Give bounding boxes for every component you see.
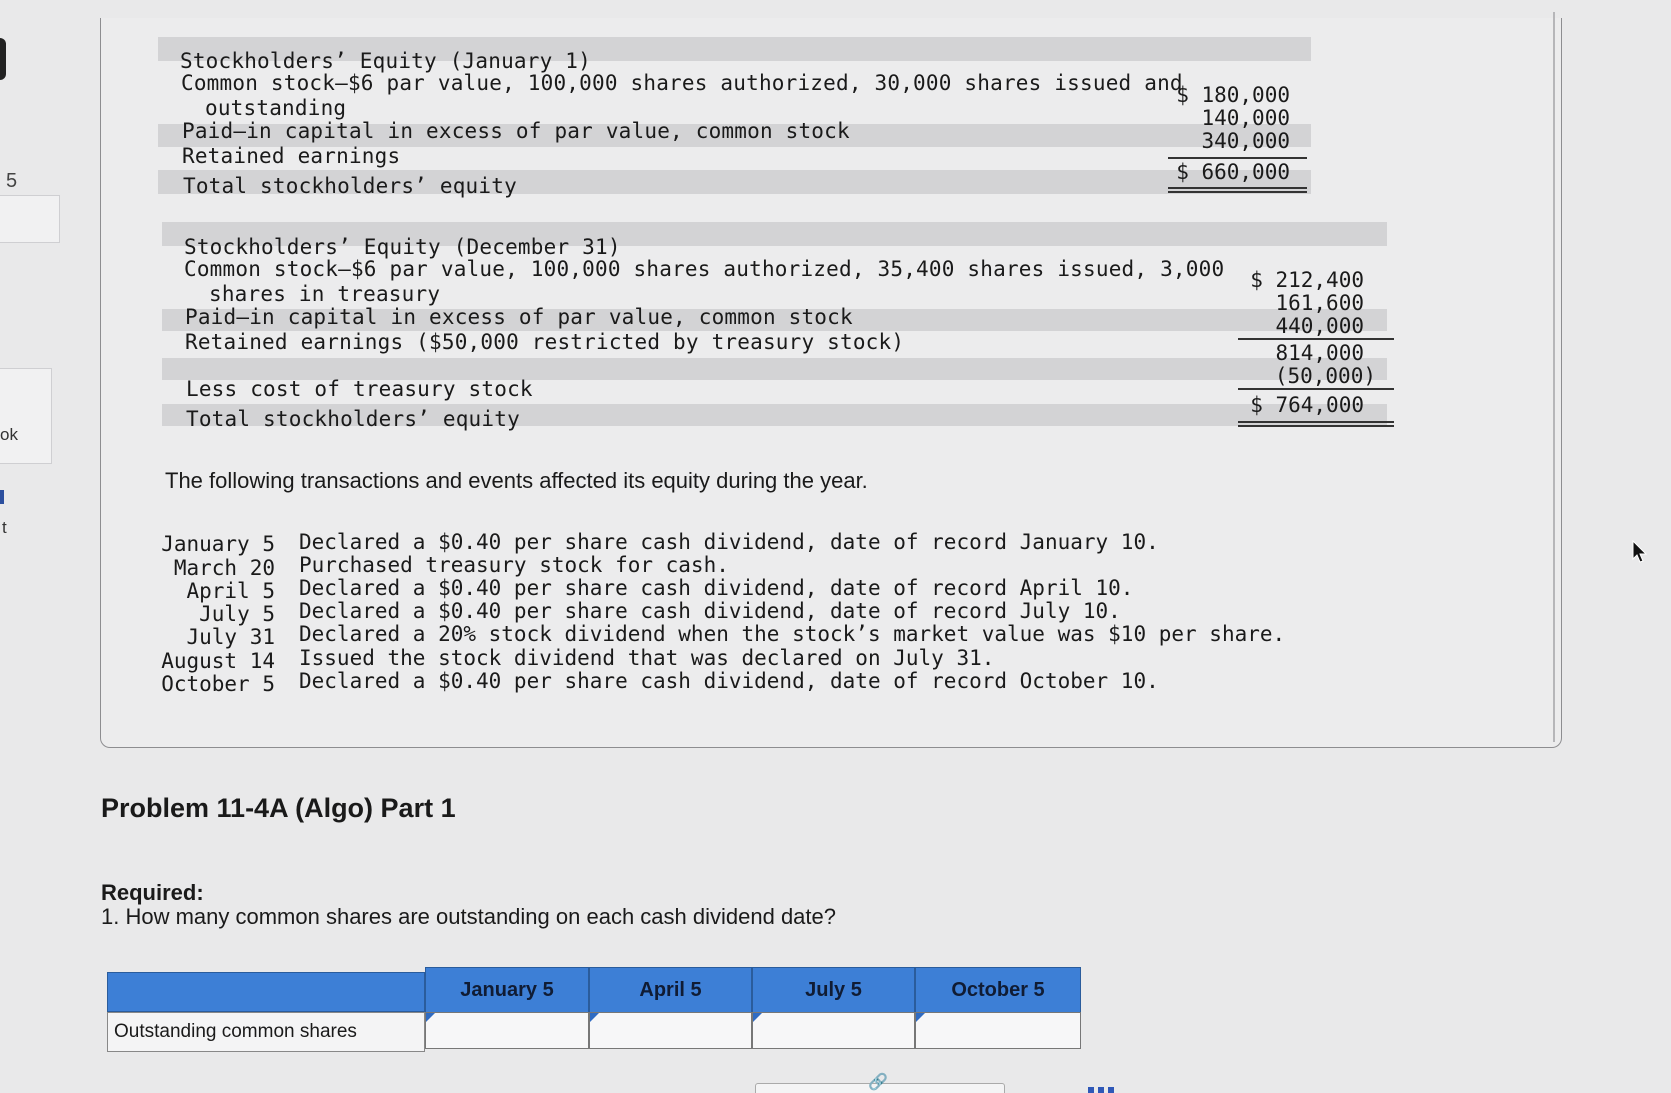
row-label-outstanding-shares: Outstanding common shares bbox=[107, 1012, 425, 1052]
input-indicator-icon bbox=[590, 1013, 599, 1022]
sidebar-card[interactable] bbox=[0, 195, 60, 243]
panel-edge bbox=[1553, 12, 1555, 742]
amt-jan-paid-in: 140,000 bbox=[1201, 106, 1290, 130]
equity-jan-total: Total stockholders’ equity bbox=[183, 174, 517, 198]
equity-jan-paid-in: Paid—in capital in excess of par value, common stock bbox=[182, 119, 850, 143]
column-header-january-5: January 5 bbox=[425, 967, 589, 1013]
rule-total-double bbox=[1238, 425, 1394, 427]
menu-dots-icon[interactable] bbox=[1088, 1087, 1116, 1093]
input-indicator-icon bbox=[753, 1013, 762, 1022]
equity-dec-paid-in: Paid—in capital in excess of par value, common stock bbox=[185, 305, 853, 329]
rule-total-double bbox=[1168, 191, 1307, 193]
transaction-date: October 5 bbox=[161, 672, 275, 696]
transactions-intro: The following transactions and events affected its equity during the year. bbox=[165, 468, 868, 493]
equity-jan-heading: Stockholders’ Equity (January 1) bbox=[180, 49, 591, 73]
rule-treasury bbox=[1238, 388, 1394, 390]
transaction-text: Declared a $0.40 per share cash dividend, date of record January 10. bbox=[299, 530, 1159, 554]
table-header-blank bbox=[107, 972, 425, 1012]
equity-dec-less-treasury: Less cost of treasury stock bbox=[186, 377, 533, 401]
required-label: Required: bbox=[101, 880, 204, 905]
sidebar-label: ok bbox=[0, 425, 18, 444]
answer-input-july-5[interactable] bbox=[753, 1013, 914, 1048]
transaction-date: March 20 bbox=[173, 556, 275, 580]
equity-dec-heading: Stockholders’ Equity (December 31) bbox=[184, 235, 621, 259]
answer-input-april-5[interactable] bbox=[590, 1013, 751, 1048]
question-text: 1. How many common shares are outstanding on each cash dividend date? bbox=[101, 904, 836, 929]
link-icon[interactable]: 🔗 bbox=[868, 1074, 888, 1091]
rule-subtotal bbox=[1168, 157, 1307, 159]
answer-cell-april-5 bbox=[589, 1012, 752, 1049]
sidebar-label: t bbox=[2, 518, 7, 537]
answer-cell-january-5 bbox=[425, 1012, 589, 1049]
transaction-text: Declared a $0.40 per share cash dividend, date of record April 10. bbox=[299, 576, 1134, 600]
answer-cell-october-5 bbox=[915, 1012, 1081, 1049]
answer-input-october-5[interactable] bbox=[916, 1013, 1080, 1048]
equity-jan-retained: Retained earnings bbox=[182, 144, 401, 168]
answer-cell-july-5 bbox=[752, 1012, 915, 1049]
column-header-july-5: July 5 bbox=[752, 967, 915, 1013]
transaction-date: January 5 bbox=[161, 532, 275, 556]
amt-jan-common: $ 180,000 bbox=[1176, 83, 1290, 107]
amt-dec-subtotal: 814,000 bbox=[1275, 341, 1364, 365]
problem-title: Problem 11-4A (Algo) Part 1 bbox=[101, 793, 456, 823]
equity-jan-common-line2: outstanding bbox=[205, 96, 347, 120]
amt-jan-total: $ 660,000 bbox=[1176, 160, 1290, 184]
column-header-april-5: April 5 bbox=[589, 967, 752, 1013]
equity-dec-common-line2: shares in treasury bbox=[209, 282, 441, 306]
amt-dec-common: $ 212,400 bbox=[1250, 268, 1364, 292]
transaction-text: Issued the stock dividend that was declared on July 31. bbox=[299, 646, 995, 670]
input-indicator-icon bbox=[426, 1013, 435, 1022]
sidebar-number: 5 bbox=[6, 170, 18, 192]
transaction-text: Purchased treasury stock for cash. bbox=[299, 553, 729, 577]
amt-jan-retained: 340,000 bbox=[1201, 129, 1290, 153]
column-header-october-5: October 5 bbox=[915, 967, 1081, 1013]
amt-dec-paid-in: 161,600 bbox=[1275, 291, 1364, 315]
mouse-cursor-icon bbox=[1632, 540, 1648, 564]
transaction-text: Declared a 20% stock dividend when the stock’s market value was $10 per share. bbox=[299, 622, 1286, 646]
equity-jan-common-line1: Common stock—$6 par value, 100,000 shares authorized, 30,000 shares issued and bbox=[181, 71, 1183, 95]
amt-dec-treasury: (50,000) bbox=[1274, 364, 1376, 388]
answer-input-january-5[interactable] bbox=[426, 1013, 588, 1048]
amt-dec-retained: 440,000 bbox=[1275, 314, 1364, 338]
sidebar-active-indicator bbox=[0, 490, 4, 504]
transaction-date: April 5 bbox=[186, 579, 275, 603]
equity-dec-common-line1: Common stock—$6 par value, 100,000 shares authorized, 35,400 shares issued, 3,000 bbox=[184, 257, 1225, 281]
amt-dec-total: $ 764,000 bbox=[1250, 393, 1364, 417]
sidebar-card[interactable] bbox=[0, 368, 52, 464]
equity-dec-total: Total stockholders’ equity bbox=[186, 407, 520, 431]
input-indicator-icon bbox=[916, 1013, 925, 1022]
sidebar-marker bbox=[0, 38, 6, 80]
rule-total bbox=[1238, 421, 1394, 423]
transaction-text: Declared a $0.40 per share cash dividend, date of record July 10. bbox=[299, 599, 1121, 623]
transaction-date: July 31 bbox=[186, 625, 275, 649]
transaction-date: August 14 bbox=[161, 649, 275, 673]
rule-total bbox=[1168, 187, 1307, 189]
transaction-text: Declared a $0.40 per share cash dividend, date of record October 10. bbox=[299, 669, 1159, 693]
transaction-date: July 5 bbox=[199, 602, 275, 626]
rule-subtotal bbox=[1238, 338, 1394, 340]
equity-dec-retained: Retained earnings ($50,000 restricted by treasury stock) bbox=[185, 330, 905, 354]
